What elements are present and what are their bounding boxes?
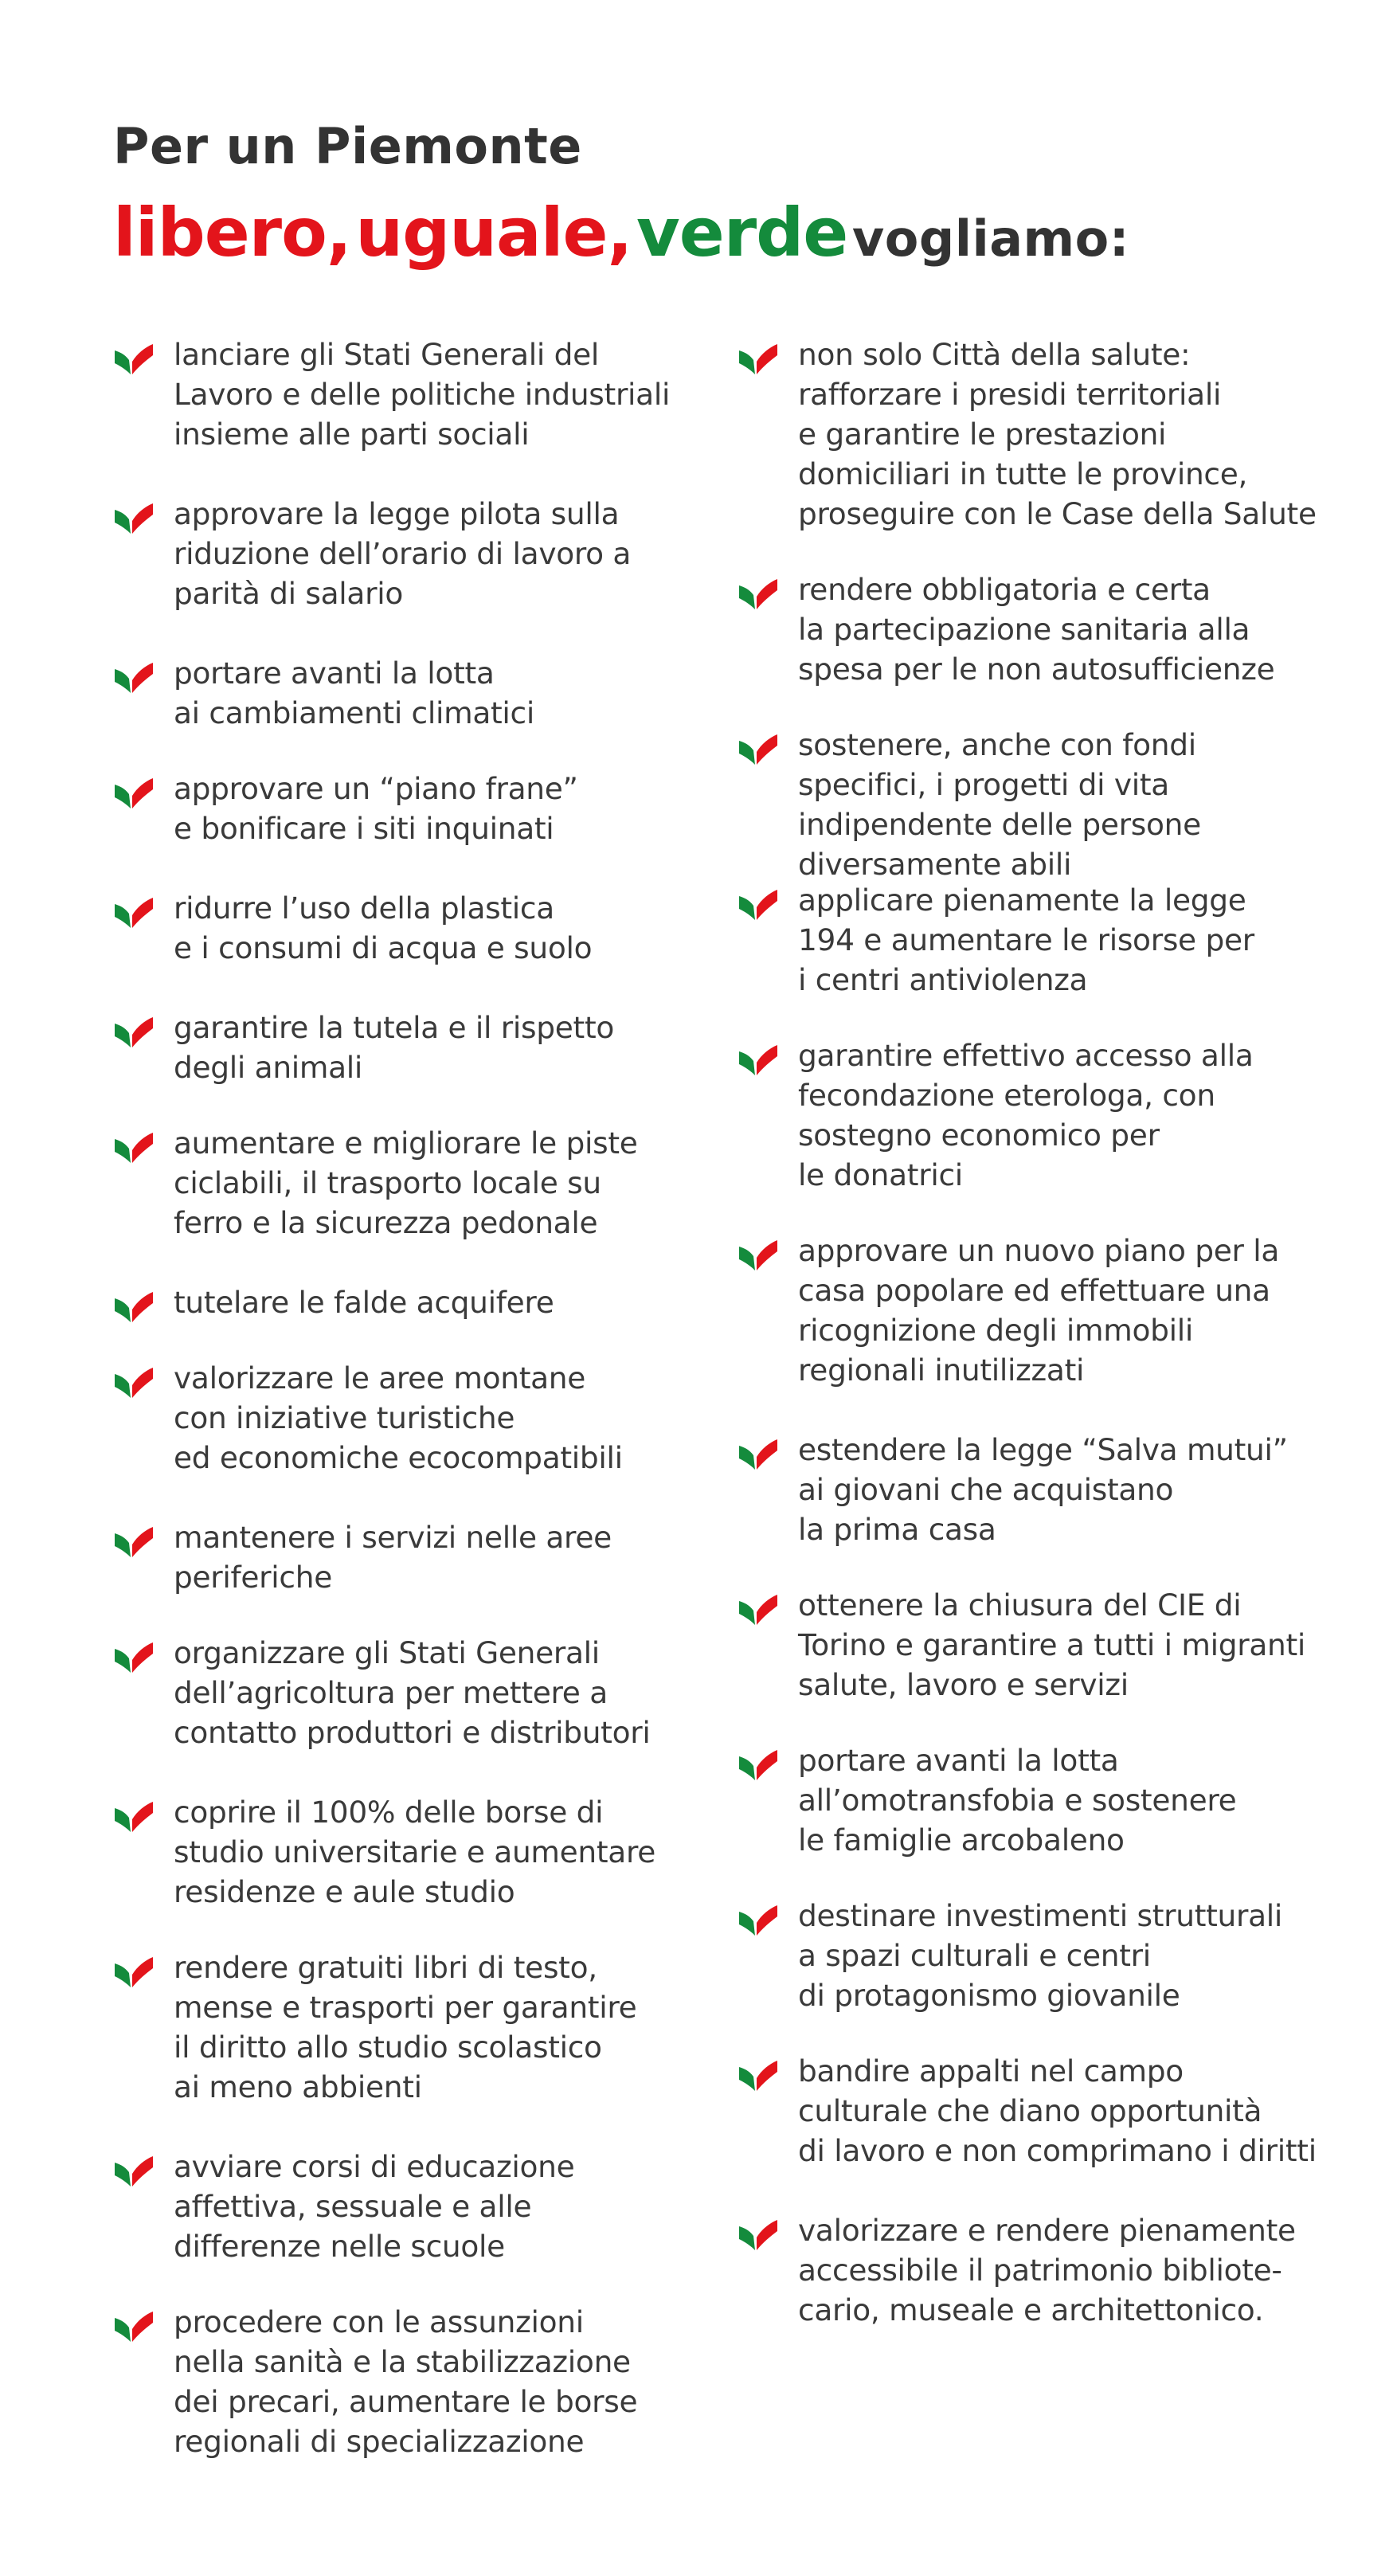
list-item-text: sostenere, anche con fondi specifici, i progetti di vita indipendente delle persone diversamente abili xyxy=(798,727,1201,882)
list-item-text: approvare un nuovo piano per la casa popolare ed effettuare una ricognizione degli immobili regionali inutilizzati xyxy=(798,1233,1280,1388)
check-flag-icon xyxy=(738,1438,779,1471)
check-flag-icon xyxy=(113,1366,155,1400)
list-item-text: destinare investimenti strutturali a spazi culturali e centri di protagonismo giovanile xyxy=(798,1898,1283,2013)
check-flag-icon xyxy=(113,661,155,695)
list-item-text: valorizzare le aree montane con iniziative turistiche ed economiche ecocompatibili xyxy=(174,1360,623,1475)
title-word-libero: libero, xyxy=(113,194,351,272)
list-item-text: bandire appalti nel campo culturale che diano opportunità di lavoro e non comprimano i diritti xyxy=(798,2053,1317,2168)
check-flag-icon xyxy=(738,1593,779,1627)
list-item-text: rendere obbligatoria e certa la partecipazione sanitaria alla spesa per le non autosufficienze xyxy=(798,572,1275,687)
list-item-text: non solo Città della salute: rafforzare i presidi territoriali e garantire le prestazioni domiciliari in tutte le province, proseguire con le Case della Salute xyxy=(798,337,1317,531)
check-flag-icon xyxy=(113,1641,155,1674)
list-item-text: rendere gratuiti libri di testo, mense e trasporti per garantire il diritto allo studio scolastico ai meno abbienti xyxy=(174,1950,637,2104)
check-flag-icon xyxy=(738,577,779,611)
list-item-text: garantire la tutela e il rispetto degli animali xyxy=(174,1010,614,1085)
title-line-2 xyxy=(113,194,1130,272)
list-item-text: portare avanti la lotta all’omotransfobia e sostenere le famiglie arcobaleno xyxy=(798,1743,1237,1858)
list-item-text: valorizzare e rendere pienamente accessibile il patrimonio bibliote- cario, museale e architettonico. xyxy=(798,2213,1296,2327)
list-item-text: approvare la legge pilota sulla riduzione dell’orario di lavoro a parità di salario xyxy=(174,496,632,611)
check-flag-icon xyxy=(113,896,155,930)
list-item-text: portare avanti la lotta ai cambiamenti climatici xyxy=(174,656,534,730)
list-item-text: ridurre l’uso della plastica e i consumi di acqua e suolo xyxy=(174,891,593,965)
title-line-1: Per un Piemonte xyxy=(113,117,582,175)
check-flag-icon xyxy=(738,1904,779,1937)
check-flag-icon xyxy=(113,1016,155,1049)
list-item-text: ottenere la chiusura del CIE di Torino e garantire a tutti i migranti salute, lavoro e servizi xyxy=(798,1587,1305,1702)
check-flag-icon xyxy=(738,733,779,766)
check-flag-icon xyxy=(738,1748,779,1782)
check-flag-icon xyxy=(113,1800,155,1834)
check-flag-icon xyxy=(113,2155,155,2188)
check-flag-icon xyxy=(113,1131,155,1165)
check-flag-icon xyxy=(738,2218,779,2252)
list-item-text: lanciare gli Stati Generali del Lavoro e delle politiche industriali insieme alle parti sociali xyxy=(174,337,671,452)
check-flag-icon xyxy=(113,502,155,535)
list-item-text: tutelare le falde acquifere xyxy=(174,1285,554,1320)
list-item-text: approvare un “piano frane” e bonificare i siti inquinati xyxy=(174,771,578,846)
title-word-vogliamo: vogliamo: xyxy=(851,209,1130,268)
title-word-uguale: uguale, xyxy=(355,194,632,272)
check-flag-icon xyxy=(113,777,155,810)
check-flag-icon xyxy=(738,1043,779,1077)
check-flag-icon xyxy=(738,343,779,376)
list-item-text: applicare pienamente la legge 194 e aumentare le risorse per i centri antiviolenza xyxy=(798,883,1254,997)
check-flag-icon xyxy=(113,343,155,376)
list-item-text: avviare corsi di educazione affettiva, sessuale e alle differenze nelle scuole xyxy=(174,2149,575,2264)
check-flag-icon xyxy=(113,2310,155,2343)
check-flag-icon xyxy=(738,2059,779,2093)
list-item-text: aumentare e migliorare le piste ciclabili, il trasporto locale su ferro e la sicurezza pedonale xyxy=(174,1126,638,1240)
title-word-verde: verde xyxy=(636,194,848,272)
check-flag-icon xyxy=(738,1239,779,1272)
check-flag-icon xyxy=(113,1525,155,1559)
list-item-text: procedere con le assunzioni nella sanità e la stabilizzazione dei precari, aumentare le borse regionali di specializzazione xyxy=(174,2304,638,2459)
check-flag-icon xyxy=(738,888,779,922)
check-flag-icon xyxy=(113,1955,155,1989)
list-item-text: mantenere i servizi nelle aree periferiche xyxy=(174,1520,612,1595)
list-item-text: organizzare gli Stati Generali dell’agricoltura per mettere a contatto produttori e distributori xyxy=(174,1635,651,1750)
list-item-text: coprire il 100% delle borse di studio universitarie e aumentare residenze e aule studio xyxy=(174,1795,656,1909)
list-item-text: garantire effettivo accesso alla fecondazione eterologa, con sostegno economico per le donatrici xyxy=(798,1038,1254,1192)
list-item-text: estendere la legge “Salva mutui” ai giovani che acquistano la prima casa xyxy=(798,1432,1288,1547)
check-flag-icon xyxy=(113,1290,155,1324)
